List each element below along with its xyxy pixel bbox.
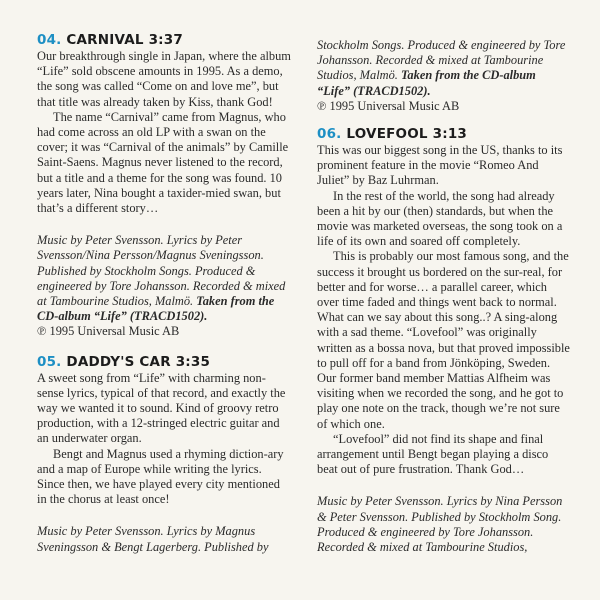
track-credits-daddys-car: [37, 524, 291, 554]
paragraph: Bengt and Magnus used a rhyming diction-ary and a map of Europe while writing the lyrics. Since then, we have played every city mentioned in the chorus at least once!: [37, 446, 284, 507]
track-credits-carnival: [37, 233, 291, 339]
copyright: ℗ 1995 Universal Music AB: [37, 324, 180, 339]
paragraph: “Lovefool” did not find its shape and final arrangement until Bengt began playing a disco beat out of pure frustration. Thank God…: [317, 431, 549, 477]
paragraph: The name “Carnival” came from Magnus, who had come across an old LP with a swan on the cover; it was “Carnival of the animals” by Camille Saint-Saens. Magnus never listened to the record, but a title and a theme for the song was found. 10 years later, Nina bought a taxider-mied swan, but that’s a different story…: [37, 109, 289, 216]
credits-source: Taken from the CD-album “Life” (TRACD1502).: [317, 68, 536, 98]
track-duration: 3:13: [432, 126, 468, 143]
credits-text: Music by Peter Svensson. Lyrics by Magnus Sveningsson & Bengt Lagerberg. Published by: [37, 524, 269, 554]
track-description-daddys-car: [37, 371, 291, 508]
track-heading-daddys-car: [37, 354, 291, 371]
track-heading-carnival: [37, 32, 291, 49]
credits-text: Music by Peter Svensson. Lyrics by Peter Svensson/Nina Persson/Magnus Sveningsson. Published by Stockholm Songs. Produced & engineered by Tore Johansson. Recorded & mixed at Tambourine Studios, Malmö.: [37, 233, 286, 309]
left-column: [37, 32, 291, 555]
track-number: 05.: [37, 353, 62, 370]
track-credits-continued: [317, 38, 571, 114]
paragraph: This is probably our most famous song, and the success it brought us bordered on the sur-real, for better and for worse… a parallel career, which over time faded and things went back to normal. What can we say about this song..? A sing-along with a sad theme. “Lovefool” was originally written as a bossa nova, but that proved impossible to pull off for a band from Jönköping, Sweden. Our former band member Mattias Alfheim was visiting when we recorded the song, and he got to play one note on the track, though we’re not sure of which one.: [317, 249, 570, 431]
credits-source: Taken from the CD-album “Life” (TRACD1502).: [37, 294, 275, 324]
track-description-carnival: [37, 49, 291, 216]
track-duration: 3:35: [175, 353, 211, 370]
paragraph: A sweet song from “Life” with charming non-sense lyrics, typical of that record, and exactly the way we wanted it to sound. Kind of groovy retro production, with a 12-stringed electric guitar and an underwater organ.: [37, 370, 286, 446]
track-number: 06.: [317, 126, 342, 143]
track-title: LOVEFOOL: [346, 126, 428, 143]
track-description-lovefool: [317, 143, 571, 477]
track-title: DADDY'S CAR: [66, 353, 171, 370]
paragraph: This was our biggest song in the US, thanks to its prominent feature in the movie “Romeo And Juliet” by Baz Luhrman.: [317, 143, 563, 188]
track-number: 04.: [37, 32, 62, 48]
track-duration: 3:37: [148, 32, 183, 48]
copyright: ℗ 1995 Universal Music AB: [317, 98, 460, 113]
track-credits-lovefool: [317, 494, 571, 555]
right-column: [317, 38, 571, 555]
track-title: CARNIVAL: [66, 32, 144, 48]
credits-text: Music by Peter Svensson. Lyrics by Nina Persson & Peter Svensson. Published by Stockholm Song. Produced & engineered by Tore Johansson. Recorded & mixed at Tambourine Studios,: [317, 494, 563, 555]
credits-text: Stockholm Songs. Produced & engineered by Tore Johansson. Recorded & mixed at Tambourine Studios, Malmö.: [317, 38, 566, 83]
paragraph: Our breakthrough single in Japan, where the album “Life” sold obscene amounts in 1995. As a demo, the song was called “Come on and love me”, but that title was already taken by Kiss, thank God!: [37, 49, 291, 109]
track-heading-lovefool: [317, 126, 571, 143]
paragraph: In the rest of the world, the song had already been a hit by our (then) standards, but when the movie was marketed overseas, the song took on a life of its own and soared off completely.: [317, 188, 563, 249]
